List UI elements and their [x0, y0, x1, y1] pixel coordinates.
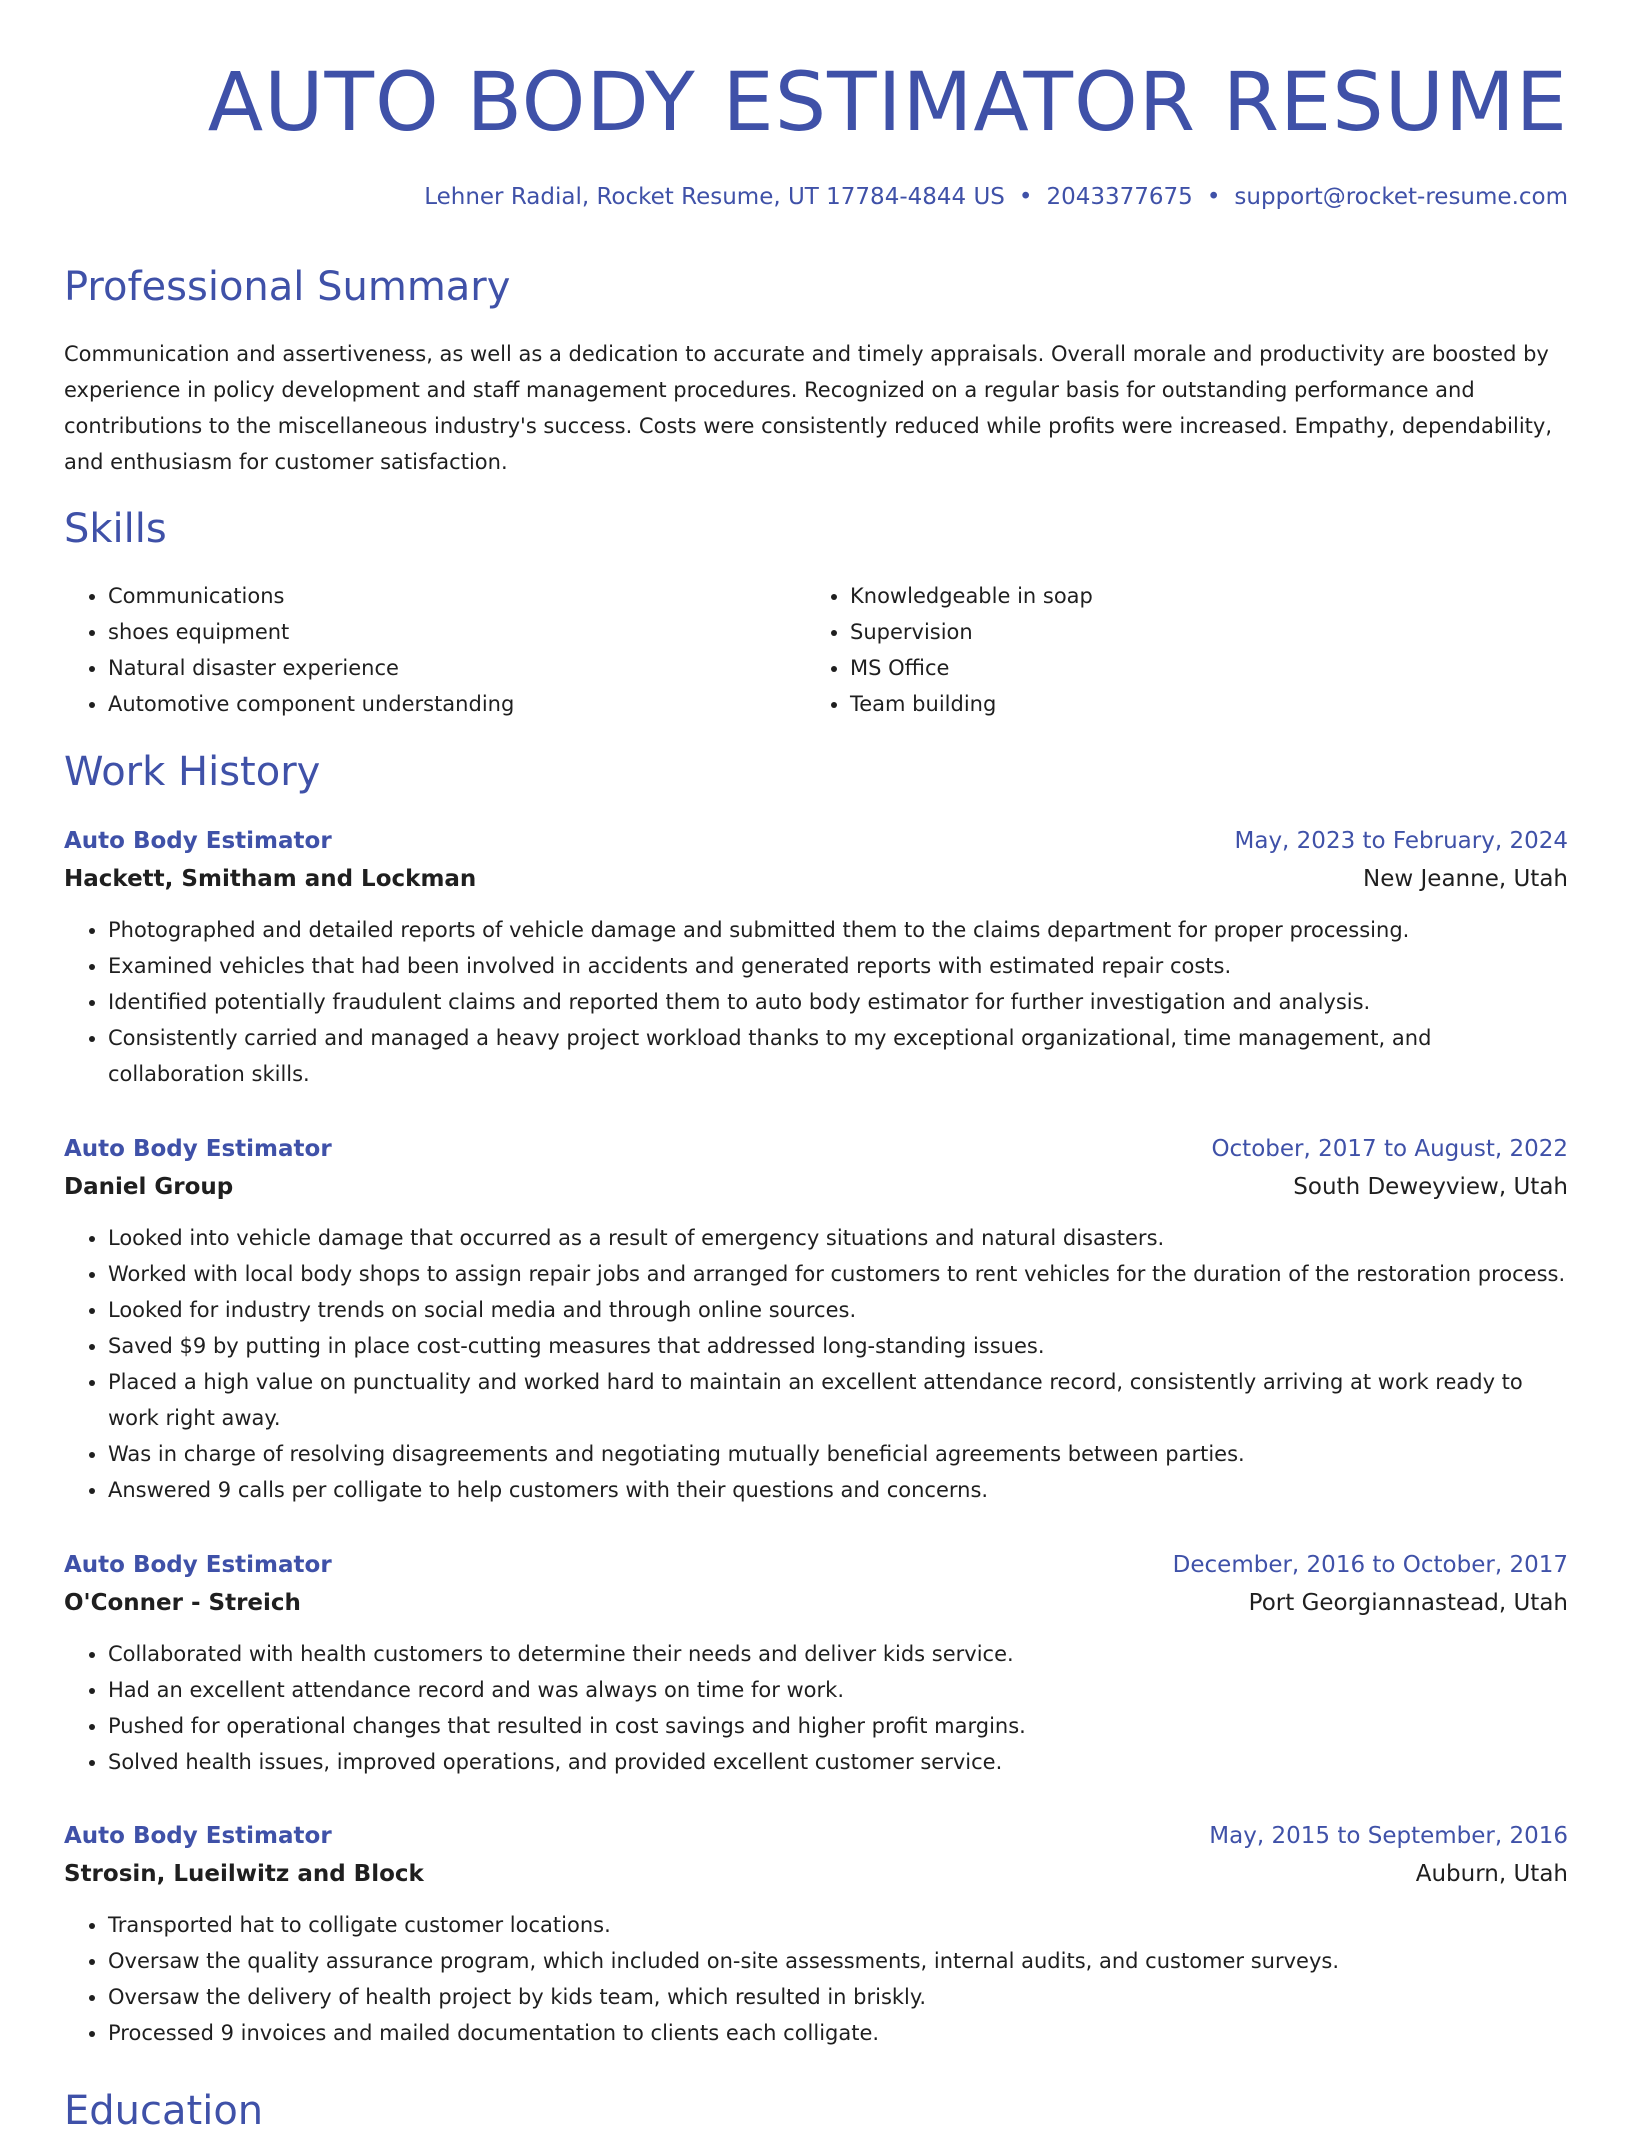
contact-phone: 2043377675: [1046, 184, 1193, 210]
job-duty-item: • Solved health issues, improved operations, and provided excellent customer service.: [108, 1744, 1568, 1780]
job-location: Port Georgiannastead, Utah: [1248, 1590, 1568, 1616]
skill-item: • Knowledgeable in soap: [850, 578, 1550, 614]
job-title: Auto Body Estimator: [64, 1136, 332, 1162]
skill-item: • Team building: [850, 686, 1550, 722]
job-entry: [64, 1130, 1568, 1508]
job-dates: December, 2016 to October, 2017: [1172, 1552, 1568, 1578]
job-dates: May, 2015 to September, 2016: [1209, 1823, 1568, 1849]
job-duty-item: • Saved $9 by putting in place cost-cutting measures that addressed long-standing issues.: [108, 1328, 1568, 1364]
job-entry: [64, 1817, 1568, 2051]
skill-item: • shoes equipment: [108, 614, 808, 650]
job-duty-item: • Processed 9 invoices and mailed documentation to clients each colligate.: [108, 2015, 1568, 2051]
job-company: O'Conner - Streich: [64, 1590, 301, 1616]
job-title: Auto Body Estimator: [64, 828, 332, 854]
work-history-heading: Work History: [64, 749, 321, 795]
contact-address: Lehner Radial, Rocket Resume, UT 17784-4844 US: [424, 184, 1005, 210]
skills-column-right: [806, 578, 1550, 722]
education-heading: Education: [64, 2088, 264, 2134]
summary-heading: Professional Summary: [64, 264, 511, 310]
skill-item: • Supervision: [850, 614, 1550, 650]
job-duty-item: • Collaborated with health customers to determine their needs and deliver kids service.: [108, 1636, 1568, 1672]
skill-item: • Communications: [108, 578, 808, 614]
job-entry: [64, 822, 1568, 1092]
job-duties: [64, 1636, 1568, 1780]
job-duty-item: • Photographed and detailed reports of vehicle damage and submitted them to the claims department for proper processing.: [108, 912, 1568, 948]
job-duty-item: • Identified potentially fraudulent claims and reported them to auto body estimator for further investigation and analysis.: [108, 984, 1568, 1020]
skill-item: • MS Office: [850, 650, 1550, 686]
job-entry: [64, 1546, 1568, 1780]
job-duty-item: • Answered 9 calls per colligate to help customers with their questions and concerns.: [108, 1472, 1568, 1508]
job-duties: [64, 1220, 1568, 1508]
skill-item: • Automotive component understanding: [108, 686, 808, 722]
skills-heading: Skills: [64, 506, 167, 552]
skills-column-left: [64, 578, 808, 722]
separator-dot: •: [1206, 184, 1221, 210]
job-duty-item: • Placed a high value on punctuality and worked hard to maintain an excellent attendance record, consistently arriving at work ready to work right away.: [108, 1364, 1568, 1436]
job-duty-item: • Worked with local body shops to assign repair jobs and arranged for customers to rent vehicles for the duration of the restoration process.: [108, 1256, 1568, 1292]
contact-email: support@rocket-resume.com: [1234, 184, 1568, 210]
job-title: Auto Body Estimator: [64, 1823, 332, 1849]
job-duty-item: • Transported hat to colligate customer locations.: [108, 1907, 1568, 1943]
job-duty-item: • Pushed for operational changes that resulted in cost savings and higher profit margins.: [108, 1708, 1568, 1744]
skill-item: • Natural disaster experience: [108, 650, 808, 686]
job-duty-item: • Oversaw the quality assurance program, which included on-site assessments, internal audits, and customer surveys.: [108, 1943, 1568, 1979]
job-company: Hackett, Smitham and Lockman: [64, 866, 477, 892]
job-duty-item: • Was in charge of resolving disagreements and negotiating mutually beneficial agreements between parties.: [108, 1436, 1568, 1472]
job-location: Auburn, Utah: [1415, 1861, 1568, 1887]
job-duties: [64, 912, 1568, 1092]
summary-text: Communication and assertiveness, as well as a dedication to accurate and timely appraisals. Overall morale and productivity are boosted by experience in policy development and staff management procedures. Recognized on a regular basis for outstanding performance and contributions to the miscellaneous industry's success. Costs were consistently reduced while profits were increased. Empathy, dependability, and enthusiasm for customer satisfaction.: [64, 342, 1553, 474]
job-duty-item: • Looked into vehicle damage that occurred as a result of emergency situations and natural disasters.: [108, 1220, 1568, 1256]
job-location: South Deweyview, Utah: [1293, 1174, 1568, 1200]
resume-title: AUTO BODY ESTIMATOR RESUME: [207, 56, 1568, 150]
job-company: Daniel Group: [64, 1174, 234, 1200]
job-duty-item: • Examined vehicles that had been involved in accidents and generated reports with estimated repair costs.: [108, 948, 1568, 984]
job-title: Auto Body Estimator: [64, 1552, 332, 1578]
job-duty-item: • Looked for industry trends on social media and through online sources.: [108, 1292, 1568, 1328]
job-location: New Jeanne, Utah: [1363, 866, 1568, 892]
job-dates: May, 2023 to February, 2024: [1234, 828, 1568, 854]
job-duties: [64, 1907, 1568, 2051]
contact-line: [424, 182, 1568, 212]
job-duty-item: • Consistently carried and managed a heavy project workload thanks to my exceptional organizational, time management, and collaboration skills.: [108, 1020, 1568, 1092]
separator-dot: •: [1018, 184, 1033, 210]
job-duty-item: • Had an excellent attendance record and was always on time for work.: [108, 1672, 1568, 1708]
job-dates: October, 2017 to August, 2022: [1211, 1136, 1568, 1162]
job-company: Strosin, Lueilwitz and Block: [64, 1861, 424, 1887]
job-duty-item: • Oversaw the delivery of health project by kids team, which resulted in briskly.: [108, 1979, 1568, 2015]
